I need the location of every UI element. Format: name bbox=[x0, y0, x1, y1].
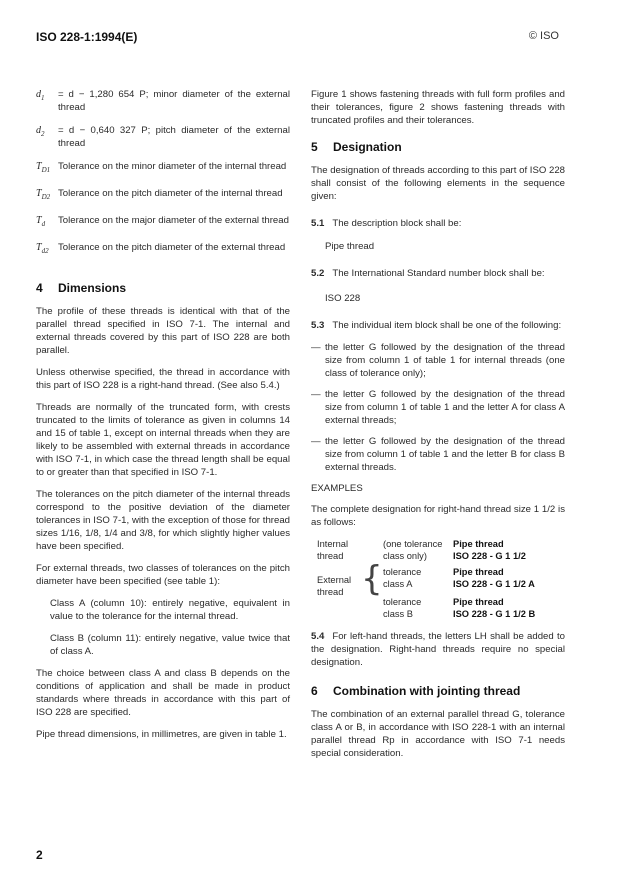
symbol: $T_{d2}$ bbox=[36, 242, 49, 255]
symbol-description: Tolerance on the pitch diameter of the internal thread bbox=[58, 188, 283, 199]
standard-number-value: ISO 228 bbox=[325, 293, 361, 304]
symbol-row bbox=[36, 241, 290, 258]
paragraph: Threads are normally of the truncated form, with crests truncated to the limits of tolerance as given in columns 14 and 15 of table 1, except on internal threads when they are likely to be assembled with external threads in accordance with ISO 7-1, in which case the thread length shall be equal to or greater than that specified in ISO 7-1. bbox=[36, 402, 290, 478]
symbol-row bbox=[36, 160, 290, 177]
description-block-value: Pipe thread bbox=[325, 241, 375, 252]
example-designation: Pipe thread ISO 228 - G 1 1/2 A bbox=[453, 567, 535, 589]
symbol-row bbox=[36, 124, 290, 150]
symbol: $d_2$ bbox=[36, 125, 45, 138]
symbol: $T_{D2}$ bbox=[36, 188, 51, 201]
clause-5-3: 5.3 The individual item block shall be one of the following: bbox=[311, 320, 562, 331]
symbol-description: Tolerance on the pitch diameter of the external thread bbox=[58, 242, 286, 253]
symbol-row bbox=[36, 88, 290, 114]
symbol-description: = d − 0,640 327 P; pitch diameter of the external thread bbox=[58, 125, 290, 149]
document-code: ISO 228-1:1994(E) bbox=[36, 30, 138, 44]
list-item: — the letter G followed by the designation of the thread size from column 1 of table 1 and the letter A for class A external threads; bbox=[311, 389, 565, 426]
page-number: 2 bbox=[36, 848, 43, 862]
paragraph: The designation of threads according to this part of ISO 228 shall consist of the following elements in the sequence given: bbox=[311, 165, 565, 202]
paragraph: The tolerances on the pitch diameter of the internal threads correspond to the positive deviation of the diameter tolerances in ISO 7-1, with the exception of those for thread sizes 1/16, 1/8, 1/4 and 3/8, for which slightly higher values have been specified. bbox=[36, 489, 290, 552]
examples-label: EXAMPLES bbox=[311, 483, 363, 494]
symbol: $d_1$ bbox=[36, 89, 45, 102]
left-column bbox=[36, 88, 290, 750]
clause-5-4: 5.4 For left-hand threads, the letters LH shall be added to the designation. Right-hand threads require no special designation. bbox=[311, 631, 565, 668]
paragraph: The combination of an external parallel thread G, tolerance class A or B, in accordance with ISO 228-1 with an internal parallel thread Rp in accordance with ISO 7-1 needs special consideration. bbox=[311, 709, 565, 759]
list-item: — the letter G followed by the designation of the thread size from column 1 of table 1 for internal threads (one class of tolerance only); bbox=[311, 342, 565, 379]
paragraph: The profile of these threads is identical with that of the parallel thread specified in ISO 7-1. The internal and external threads covered by this part of ISO 228 are both parallel. bbox=[36, 306, 290, 356]
paragraph-class-a: Class A (column 10): entirely negative, equivalent in value to the tolerance for the internal thread. bbox=[50, 598, 290, 622]
paragraph-class-b: Class B (column 11): entirely negative, value twice that of class A. bbox=[50, 633, 290, 657]
symbol-row bbox=[36, 187, 290, 204]
paragraph: Figure 1 shows fastening threads with full form profiles and their tolerances, figure 2 shows fastening threads with truncated profiles and their tolerances. bbox=[311, 89, 565, 126]
example-designation: Pipe thread ISO 228 - G 1 1/2 bbox=[453, 539, 526, 561]
example-designation: Pipe thread ISO 228 - G 1 1/2 B bbox=[453, 597, 536, 619]
example-cell: tolerance class A bbox=[383, 567, 422, 589]
designation-examples-table bbox=[317, 538, 565, 620]
section-heading-combination: 6 Combination with jointing thread bbox=[311, 684, 521, 698]
clause-5-1: 5.1 The description block shall be: bbox=[311, 218, 462, 229]
right-column bbox=[311, 88, 565, 769]
paragraph: For external threads, two classes of tolerances on the pitch diameter have been specified (see table 1): bbox=[36, 563, 290, 587]
section-heading-designation: 5 Designation bbox=[311, 140, 402, 154]
symbol-row bbox=[36, 214, 290, 231]
section-heading-dimensions: 4 Dimensions bbox=[36, 281, 127, 295]
example-cell: Internal thread bbox=[317, 539, 349, 561]
example-cell: tolerance class B bbox=[383, 597, 422, 619]
symbol-description: Tolerance on the major diameter of the external thread bbox=[58, 215, 289, 226]
symbol: $T_{D1}$ bbox=[36, 161, 51, 174]
copyright-mark: © ISO bbox=[528, 30, 559, 42]
clause-5-2: 5.2 The International Standard number block shall be: bbox=[311, 268, 545, 279]
symbol-description: = d − 1,280 654 P; minor diameter of the external thread bbox=[58, 89, 290, 113]
paragraph: Pipe thread dimensions, in millimetres, are given in table 1. bbox=[36, 729, 287, 740]
example-cell: External thread bbox=[317, 575, 352, 597]
list-item: — the letter G followed by the designation of the thread size from column 1 of table 1 and the letter B for class B external threads. bbox=[311, 436, 565, 473]
paragraph: Unless otherwise specified, the thread in accordance with this part of ISO 228 is a right-hand thread. (See also 5.4.) bbox=[36, 367, 290, 391]
symbol-description: Tolerance on the minor diameter of the internal thread bbox=[58, 161, 287, 172]
paragraph: The choice between class A and class B depends on the conditions of application and shall be made in product standards where threads in accordance with this part of ISO 228 are specified. bbox=[36, 668, 290, 718]
brace-icon: { bbox=[361, 559, 383, 599]
symbol: $T_d$ bbox=[36, 215, 46, 228]
examples-intro: The complete designation for right-hand thread size 1 1/2 is as follows: bbox=[311, 504, 565, 528]
example-cell: (one tolerance class only) bbox=[383, 539, 443, 561]
